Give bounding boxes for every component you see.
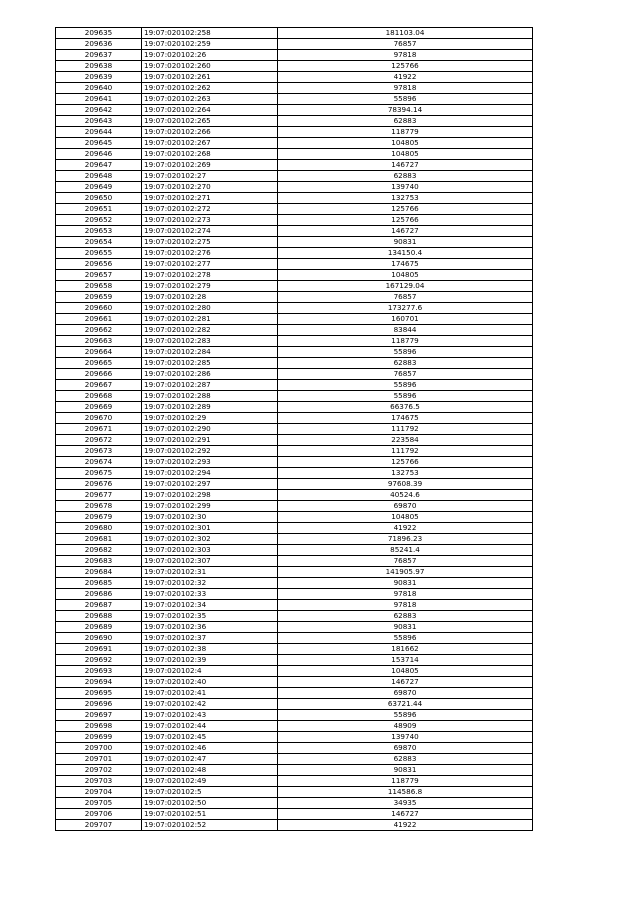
row-id-cell: 209677 bbox=[56, 490, 142, 501]
amount-cell: 139740 bbox=[278, 182, 533, 193]
amount-cell: 62883 bbox=[278, 358, 533, 369]
table-row bbox=[56, 160, 533, 171]
cadastral-number-cell: 19:07:020102:290 bbox=[142, 424, 278, 435]
table-row bbox=[56, 710, 533, 721]
row-id-cell: 209675 bbox=[56, 468, 142, 479]
amount-cell: 146727 bbox=[278, 226, 533, 237]
table-row bbox=[56, 281, 533, 292]
table-row bbox=[56, 94, 533, 105]
table-row bbox=[56, 424, 533, 435]
row-id-cell: 209678 bbox=[56, 501, 142, 512]
row-id-cell: 209685 bbox=[56, 578, 142, 589]
table-row bbox=[56, 512, 533, 523]
table-row bbox=[56, 600, 533, 611]
cadastral-number-cell: 19:07:020102:261 bbox=[142, 72, 278, 83]
amount-cell: 90831 bbox=[278, 237, 533, 248]
amount-cell: 223584 bbox=[278, 435, 533, 446]
table-row bbox=[56, 435, 533, 446]
row-id-cell: 209659 bbox=[56, 292, 142, 303]
row-id-cell: 209651 bbox=[56, 204, 142, 215]
cadastral-number-cell: 19:07:020102:267 bbox=[142, 138, 278, 149]
row-id-cell: 209643 bbox=[56, 116, 142, 127]
table-row bbox=[56, 138, 533, 149]
cadastral-number-cell: 19:07:020102:45 bbox=[142, 732, 278, 743]
amount-cell: 125766 bbox=[278, 215, 533, 226]
cadastral-number-cell: 19:07:020102:288 bbox=[142, 391, 278, 402]
table-body bbox=[56, 28, 533, 831]
amount-cell: 63721.44 bbox=[278, 699, 533, 710]
table-row bbox=[56, 292, 533, 303]
amount-cell: 134150.4 bbox=[278, 248, 533, 259]
row-id-cell: 209661 bbox=[56, 314, 142, 325]
row-id-cell: 209663 bbox=[56, 336, 142, 347]
cadastral-number-cell: 19:07:020102:259 bbox=[142, 39, 278, 50]
cadastral-number-cell: 19:07:020102:275 bbox=[142, 237, 278, 248]
table-row bbox=[56, 501, 533, 512]
cadastral-number-cell: 19:07:020102:31 bbox=[142, 567, 278, 578]
amount-cell: 104805 bbox=[278, 512, 533, 523]
row-id-cell: 209702 bbox=[56, 765, 142, 776]
cadastral-number-cell: 19:07:020102:279 bbox=[142, 281, 278, 292]
amount-cell: 97818 bbox=[278, 83, 533, 94]
row-id-cell: 209686 bbox=[56, 589, 142, 600]
amount-cell: 41922 bbox=[278, 523, 533, 534]
cadastral-number-cell: 19:07:020102:298 bbox=[142, 490, 278, 501]
row-id-cell: 209688 bbox=[56, 611, 142, 622]
row-id-cell: 209691 bbox=[56, 644, 142, 655]
row-id-cell: 209665 bbox=[56, 358, 142, 369]
amount-cell: 181662 bbox=[278, 644, 533, 655]
table-row bbox=[56, 391, 533, 402]
cadastral-number-cell: 19:07:020102:274 bbox=[142, 226, 278, 237]
amount-cell: 104805 bbox=[278, 149, 533, 160]
row-id-cell: 209648 bbox=[56, 171, 142, 182]
amount-cell: 118779 bbox=[278, 776, 533, 787]
amount-cell: 69870 bbox=[278, 501, 533, 512]
row-id-cell: 209637 bbox=[56, 50, 142, 61]
row-id-cell: 209692 bbox=[56, 655, 142, 666]
row-id-cell: 209671 bbox=[56, 424, 142, 435]
row-id-cell: 209667 bbox=[56, 380, 142, 391]
table-row bbox=[56, 149, 533, 160]
cadastral-number-cell: 19:07:020102:277 bbox=[142, 259, 278, 270]
cadastral-number-cell: 19:07:020102:270 bbox=[142, 182, 278, 193]
amount-cell: 141905.97 bbox=[278, 567, 533, 578]
row-id-cell: 209668 bbox=[56, 391, 142, 402]
cadastral-number-cell: 19:07:020102:47 bbox=[142, 754, 278, 765]
amount-cell: 125766 bbox=[278, 204, 533, 215]
table-row bbox=[56, 446, 533, 457]
table-row bbox=[56, 655, 533, 666]
row-id-cell: 209700 bbox=[56, 743, 142, 754]
cadastral-number-cell: 19:07:020102:303 bbox=[142, 545, 278, 556]
cadastral-number-cell: 19:07:020102:289 bbox=[142, 402, 278, 413]
cadastral-number-cell: 19:07:020102:273 bbox=[142, 215, 278, 226]
cadastral-number-cell: 19:07:020102:35 bbox=[142, 611, 278, 622]
table-row bbox=[56, 633, 533, 644]
amount-cell: 76857 bbox=[278, 369, 533, 380]
cadastral-number-cell: 19:07:020102:292 bbox=[142, 446, 278, 457]
table-row bbox=[56, 457, 533, 468]
table-row bbox=[56, 50, 533, 61]
cadastral-number-cell: 19:07:020102:32 bbox=[142, 578, 278, 589]
cadastral-number-cell: 19:07:020102:268 bbox=[142, 149, 278, 160]
cadastral-number-cell: 19:07:020102:33 bbox=[142, 589, 278, 600]
table-row bbox=[56, 578, 533, 589]
row-id-cell: 209707 bbox=[56, 820, 142, 831]
cadastral-number-cell: 19:07:020102:293 bbox=[142, 457, 278, 468]
cadastral-number-cell: 19:07:020102:28 bbox=[142, 292, 278, 303]
cadastral-number-cell: 19:07:020102:46 bbox=[142, 743, 278, 754]
amount-cell: 62883 bbox=[278, 611, 533, 622]
amount-cell: 173277.6 bbox=[278, 303, 533, 314]
row-id-cell: 209689 bbox=[56, 622, 142, 633]
amount-cell: 174675 bbox=[278, 259, 533, 270]
amount-cell: 104805 bbox=[278, 270, 533, 281]
amount-cell: 55896 bbox=[278, 391, 533, 402]
cadastral-number-cell: 19:07:020102:294 bbox=[142, 468, 278, 479]
row-id-cell: 209694 bbox=[56, 677, 142, 688]
table-row bbox=[56, 28, 533, 39]
row-id-cell: 209656 bbox=[56, 259, 142, 270]
row-id-cell: 209664 bbox=[56, 347, 142, 358]
row-id-cell: 209687 bbox=[56, 600, 142, 611]
table-row bbox=[56, 567, 533, 578]
table-row bbox=[56, 490, 533, 501]
amount-cell: 83844 bbox=[278, 325, 533, 336]
cadastral-number-cell: 19:07:020102:49 bbox=[142, 776, 278, 787]
table-row bbox=[56, 402, 533, 413]
row-id-cell: 209683 bbox=[56, 556, 142, 567]
amount-cell: 174675 bbox=[278, 413, 533, 424]
amount-cell: 85241.4 bbox=[278, 545, 533, 556]
amount-cell: 55896 bbox=[278, 347, 533, 358]
row-id-cell: 209640 bbox=[56, 83, 142, 94]
cadastral-number-cell: 19:07:020102:43 bbox=[142, 710, 278, 721]
amount-cell: 167129.04 bbox=[278, 281, 533, 292]
row-id-cell: 209699 bbox=[56, 732, 142, 743]
amount-cell: 62883 bbox=[278, 171, 533, 182]
amount-cell: 69870 bbox=[278, 743, 533, 754]
table-row bbox=[56, 820, 533, 831]
table-row bbox=[56, 248, 533, 259]
table-row bbox=[56, 358, 533, 369]
amount-cell: 114586.8 bbox=[278, 787, 533, 798]
row-id-cell: 209676 bbox=[56, 479, 142, 490]
amount-cell: 132753 bbox=[278, 468, 533, 479]
table-row bbox=[56, 380, 533, 391]
table-row bbox=[56, 787, 533, 798]
cadastral-number-cell: 19:07:020102:44 bbox=[142, 721, 278, 732]
amount-cell: 48909 bbox=[278, 721, 533, 732]
table-row bbox=[56, 534, 533, 545]
cadastral-number-cell: 19:07:020102:291 bbox=[142, 435, 278, 446]
table-row bbox=[56, 743, 533, 754]
row-id-cell: 209662 bbox=[56, 325, 142, 336]
cadastral-number-cell: 19:07:020102:262 bbox=[142, 83, 278, 94]
row-id-cell: 209644 bbox=[56, 127, 142, 138]
amount-cell: 118779 bbox=[278, 336, 533, 347]
amount-cell: 181103.04 bbox=[278, 28, 533, 39]
cadastral-number-cell: 19:07:020102:301 bbox=[142, 523, 278, 534]
row-id-cell: 209705 bbox=[56, 798, 142, 809]
amount-cell: 41922 bbox=[278, 72, 533, 83]
cadastral-number-cell: 19:07:020102:37 bbox=[142, 633, 278, 644]
cadastral-number-cell: 19:07:020102:302 bbox=[142, 534, 278, 545]
row-id-cell: 209696 bbox=[56, 699, 142, 710]
table-row bbox=[56, 688, 533, 699]
row-id-cell: 209647 bbox=[56, 160, 142, 171]
row-id-cell: 209681 bbox=[56, 534, 142, 545]
amount-cell: 97608.39 bbox=[278, 479, 533, 490]
cadastral-number-cell: 19:07:020102:26 bbox=[142, 50, 278, 61]
row-id-cell: 209697 bbox=[56, 710, 142, 721]
table-row bbox=[56, 72, 533, 83]
table-row bbox=[56, 589, 533, 600]
amount-cell: 104805 bbox=[278, 666, 533, 677]
table-row bbox=[56, 611, 533, 622]
cadastral-number-cell: 19:07:020102:299 bbox=[142, 501, 278, 512]
table-row bbox=[56, 204, 533, 215]
row-id-cell: 209666 bbox=[56, 369, 142, 380]
table-row bbox=[56, 732, 533, 743]
row-id-cell: 209690 bbox=[56, 633, 142, 644]
table-row bbox=[56, 468, 533, 479]
cadastral-number-cell: 19:07:020102:276 bbox=[142, 248, 278, 259]
cadastral-number-cell: 19:07:020102:278 bbox=[142, 270, 278, 281]
table-row bbox=[56, 171, 533, 182]
table-row bbox=[56, 413, 533, 424]
row-id-cell: 209655 bbox=[56, 248, 142, 259]
cadastral-number-cell: 19:07:020102:280 bbox=[142, 303, 278, 314]
amount-cell: 111792 bbox=[278, 446, 533, 457]
amount-cell: 90831 bbox=[278, 578, 533, 589]
cadastral-number-cell: 19:07:020102:48 bbox=[142, 765, 278, 776]
cadastral-number-cell: 19:07:020102:307 bbox=[142, 556, 278, 567]
table-row bbox=[56, 116, 533, 127]
amount-cell: 160701 bbox=[278, 314, 533, 325]
amount-cell: 55896 bbox=[278, 94, 533, 105]
table-row bbox=[56, 226, 533, 237]
row-id-cell: 209649 bbox=[56, 182, 142, 193]
amount-cell: 40524.6 bbox=[278, 490, 533, 501]
cadastral-number-cell: 19:07:020102:282 bbox=[142, 325, 278, 336]
table-row bbox=[56, 677, 533, 688]
cadastral-number-cell: 19:07:020102:271 bbox=[142, 193, 278, 204]
table-row bbox=[56, 336, 533, 347]
table-row bbox=[56, 215, 533, 226]
table-row bbox=[56, 127, 533, 138]
row-id-cell: 209657 bbox=[56, 270, 142, 281]
amount-cell: 118779 bbox=[278, 127, 533, 138]
cadastral-number-cell: 19:07:020102:284 bbox=[142, 347, 278, 358]
row-id-cell: 209674 bbox=[56, 457, 142, 468]
amount-cell: 125766 bbox=[278, 61, 533, 72]
cadastral-number-cell: 19:07:020102:51 bbox=[142, 809, 278, 820]
cadastral-number-cell: 19:07:020102:52 bbox=[142, 820, 278, 831]
cadastral-number-cell: 19:07:020102:287 bbox=[142, 380, 278, 391]
amount-cell: 139740 bbox=[278, 732, 533, 743]
amount-cell: 41922 bbox=[278, 820, 533, 831]
amount-cell: 76857 bbox=[278, 556, 533, 567]
row-id-cell: 209636 bbox=[56, 39, 142, 50]
table-row bbox=[56, 83, 533, 94]
row-id-cell: 209684 bbox=[56, 567, 142, 578]
table-row bbox=[56, 105, 533, 116]
row-id-cell: 209641 bbox=[56, 94, 142, 105]
amount-cell: 132753 bbox=[278, 193, 533, 204]
row-id-cell: 209670 bbox=[56, 413, 142, 424]
amount-cell: 62883 bbox=[278, 754, 533, 765]
table-row bbox=[56, 237, 533, 248]
cadastral-number-cell: 19:07:020102:38 bbox=[142, 644, 278, 655]
table-row bbox=[56, 798, 533, 809]
table-row bbox=[56, 765, 533, 776]
row-id-cell: 209646 bbox=[56, 149, 142, 160]
cadastral-number-cell: 19:07:020102:4 bbox=[142, 666, 278, 677]
row-id-cell: 209639 bbox=[56, 72, 142, 83]
row-id-cell: 209642 bbox=[56, 105, 142, 116]
table-row bbox=[56, 61, 533, 72]
row-id-cell: 209654 bbox=[56, 237, 142, 248]
table-row bbox=[56, 721, 533, 732]
table-row bbox=[56, 699, 533, 710]
cadastral-number-cell: 19:07:020102:30 bbox=[142, 512, 278, 523]
cadastral-number-cell: 19:07:020102:263 bbox=[142, 94, 278, 105]
amount-cell: 76857 bbox=[278, 292, 533, 303]
cadastral-number-cell: 19:07:020102:258 bbox=[142, 28, 278, 39]
cadastral-number-cell: 19:07:020102:50 bbox=[142, 798, 278, 809]
row-id-cell: 209695 bbox=[56, 688, 142, 699]
amount-cell: 90831 bbox=[278, 765, 533, 776]
amount-cell: 146727 bbox=[278, 809, 533, 820]
cadastral-number-cell: 19:07:020102:5 bbox=[142, 787, 278, 798]
row-id-cell: 209706 bbox=[56, 809, 142, 820]
cadastral-number-cell: 19:07:020102:27 bbox=[142, 171, 278, 182]
amount-cell: 97818 bbox=[278, 600, 533, 611]
table-row bbox=[56, 523, 533, 534]
cadastral-number-cell: 19:07:020102:260 bbox=[142, 61, 278, 72]
cadastral-number-cell: 19:07:020102:265 bbox=[142, 116, 278, 127]
amount-cell: 55896 bbox=[278, 380, 533, 391]
row-id-cell: 209653 bbox=[56, 226, 142, 237]
cadastral-number-cell: 19:07:020102:264 bbox=[142, 105, 278, 116]
table-row bbox=[56, 182, 533, 193]
row-id-cell: 209669 bbox=[56, 402, 142, 413]
cadastral-number-cell: 19:07:020102:39 bbox=[142, 655, 278, 666]
cadastral-number-cell: 19:07:020102:34 bbox=[142, 600, 278, 611]
amount-cell: 97818 bbox=[278, 589, 533, 600]
cadastral-number-cell: 19:07:020102:40 bbox=[142, 677, 278, 688]
cadastral-number-cell: 19:07:020102:297 bbox=[142, 479, 278, 490]
row-id-cell: 209680 bbox=[56, 523, 142, 534]
table-row bbox=[56, 193, 533, 204]
cadastral-number-cell: 19:07:020102:286 bbox=[142, 369, 278, 380]
table-row bbox=[56, 347, 533, 358]
cadastral-number-cell: 19:07:020102:281 bbox=[142, 314, 278, 325]
cadastral-number-cell: 19:07:020102:42 bbox=[142, 699, 278, 710]
row-id-cell: 209650 bbox=[56, 193, 142, 204]
amount-cell: 69870 bbox=[278, 688, 533, 699]
row-id-cell: 209693 bbox=[56, 666, 142, 677]
cadastral-number-cell: 19:07:020102:36 bbox=[142, 622, 278, 633]
amount-cell: 90831 bbox=[278, 622, 533, 633]
cadastral-table bbox=[55, 27, 533, 831]
row-id-cell: 209703 bbox=[56, 776, 142, 787]
table-row bbox=[56, 259, 533, 270]
row-id-cell: 209672 bbox=[56, 435, 142, 446]
amount-cell: 146727 bbox=[278, 677, 533, 688]
amount-cell: 125766 bbox=[278, 457, 533, 468]
amount-cell: 55896 bbox=[278, 633, 533, 644]
amount-cell: 34935 bbox=[278, 798, 533, 809]
table-row bbox=[56, 479, 533, 490]
row-id-cell: 209638 bbox=[56, 61, 142, 72]
row-id-cell: 209635 bbox=[56, 28, 142, 39]
amount-cell: 66376.5 bbox=[278, 402, 533, 413]
amount-cell: 62883 bbox=[278, 116, 533, 127]
amount-cell: 153714 bbox=[278, 655, 533, 666]
table-row bbox=[56, 314, 533, 325]
cadastral-number-cell: 19:07:020102:29 bbox=[142, 413, 278, 424]
row-id-cell: 209673 bbox=[56, 446, 142, 457]
table-row bbox=[56, 622, 533, 633]
cadastral-number-cell: 19:07:020102:266 bbox=[142, 127, 278, 138]
table-row bbox=[56, 666, 533, 677]
amount-cell: 104805 bbox=[278, 138, 533, 149]
row-id-cell: 209682 bbox=[56, 545, 142, 556]
table-row bbox=[56, 545, 533, 556]
cadastral-number-cell: 19:07:020102:285 bbox=[142, 358, 278, 369]
amount-cell: 146727 bbox=[278, 160, 533, 171]
table-row bbox=[56, 325, 533, 336]
cadastral-number-cell: 19:07:020102:269 bbox=[142, 160, 278, 171]
row-id-cell: 209679 bbox=[56, 512, 142, 523]
table-row bbox=[56, 644, 533, 655]
table-row bbox=[56, 39, 533, 50]
table-row bbox=[56, 303, 533, 314]
row-id-cell: 209704 bbox=[56, 787, 142, 798]
amount-cell: 78394.14 bbox=[278, 105, 533, 116]
table-row bbox=[56, 369, 533, 380]
table-row bbox=[56, 776, 533, 787]
amount-cell: 111792 bbox=[278, 424, 533, 435]
amount-cell: 76857 bbox=[278, 39, 533, 50]
cadastral-number-cell: 19:07:020102:272 bbox=[142, 204, 278, 215]
row-id-cell: 209698 bbox=[56, 721, 142, 732]
table-row bbox=[56, 809, 533, 820]
amount-cell: 55896 bbox=[278, 710, 533, 721]
row-id-cell: 209701 bbox=[56, 754, 142, 765]
cadastral-number-cell: 19:07:020102:283 bbox=[142, 336, 278, 347]
table-row bbox=[56, 556, 533, 567]
row-id-cell: 209660 bbox=[56, 303, 142, 314]
row-id-cell: 209652 bbox=[56, 215, 142, 226]
row-id-cell: 209645 bbox=[56, 138, 142, 149]
table-row bbox=[56, 270, 533, 281]
amount-cell: 71896.23 bbox=[278, 534, 533, 545]
row-id-cell: 209658 bbox=[56, 281, 142, 292]
table-row bbox=[56, 754, 533, 765]
amount-cell: 97818 bbox=[278, 50, 533, 61]
cadastral-number-cell: 19:07:020102:41 bbox=[142, 688, 278, 699]
